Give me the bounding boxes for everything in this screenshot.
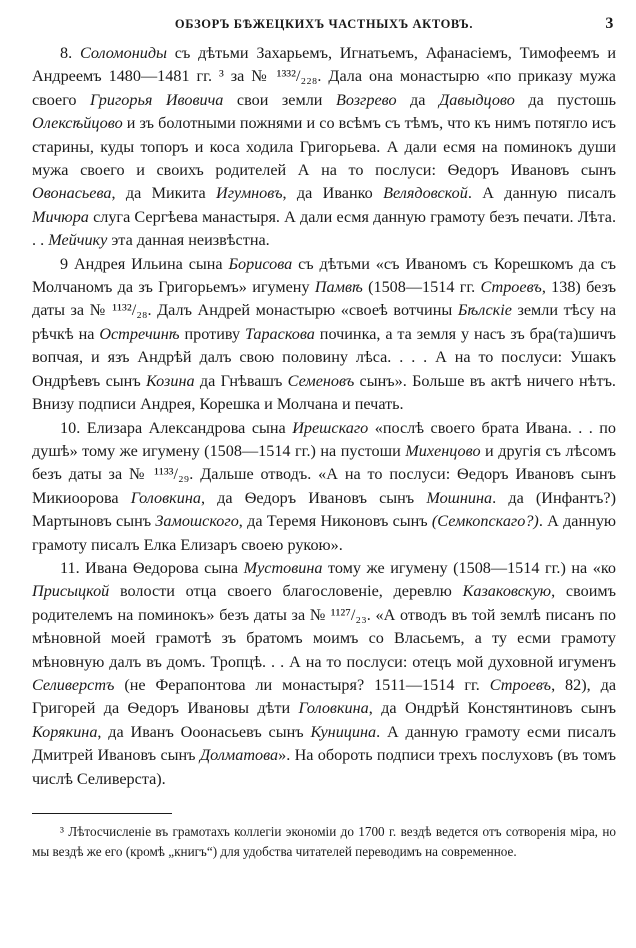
text-run: 8. xyxy=(60,44,80,62)
italic-name: Олексѣйцово xyxy=(32,114,123,133)
text-run: , да Микита xyxy=(111,184,217,203)
italic-name: Присыцкой xyxy=(32,582,110,601)
italic-name: Бѣлскіе xyxy=(457,301,512,320)
text-run: . да (Инфантъ?) Мартыновъ сынъ xyxy=(32,488,616,531)
italic-name: Головкина xyxy=(298,699,369,718)
italic-name: Остречинѣ xyxy=(99,324,180,343)
text-run: и зъ болотными пожнями и со всѣмъ съ тѣмъ, что къ нимъ потягло исъ старины, куды топоръ и коса ходила Григорьева. А дали есмя на поминокъ души мужа своего и своихъ родителей А на то послуси: Ѳедоръ Ивановъ сынъ xyxy=(32,114,616,180)
italic-name: Овонасьева xyxy=(32,184,112,203)
italic-name: (Семкопскаго?) xyxy=(431,512,539,531)
italic-name: Григорья Ивовича xyxy=(90,90,224,109)
italic-name: Давыдцово xyxy=(438,90,515,109)
italic-name: Соломониды xyxy=(79,44,167,62)
body-text xyxy=(32,42,616,791)
italic-name: Замошского xyxy=(155,512,239,531)
italic-name: Казаковскую xyxy=(462,582,552,601)
italic-name: Строевъ xyxy=(480,278,542,297)
italic-name: Корякина xyxy=(32,722,98,741)
italic-name: Игумновъ xyxy=(216,184,283,203)
italic-name: Долматова xyxy=(199,746,279,765)
text-run: , да Иванъ Ооонасьевъ сынъ xyxy=(97,722,311,741)
text-run: 10. Елизара Александрова сына xyxy=(60,418,293,437)
text-run: «послѣ своего брата Ивана. . . по душѣ» тому же игумену (1508—1514 гг.) на пустоши xyxy=(32,418,617,460)
text-run: да xyxy=(396,90,439,109)
text-run: . А данную грамоту писалъ Елка Елизаръ своею рукою». xyxy=(32,512,617,554)
italic-name: Велядовской xyxy=(383,184,468,203)
italic-name: Борисова xyxy=(228,254,293,273)
text-run: , да Ѳедоръ Ивановъ сынъ xyxy=(200,488,427,507)
text-run: свои земли xyxy=(223,90,336,109)
header-title: ОБЗОРЪ БѢЖЕЦКИХЪ ЧАСТНЫХЪ АКТОВЪ. xyxy=(174,17,474,31)
footnote-3: ³ Лѣтосчисленіе въ грамотахъ коллегіи экономіи до 1700 г. вездѣ ведется отъ сотворенія міра, но мы вездѣ же его (кромѣ „книгъ“) для удобства читателей переводимъ на современное. xyxy=(32,824,616,859)
text-run: , своимъ родителемъ на поминокъ» безъ даты за № ¹¹²⁷/₂₃. «А отводъ въ той землѣ писанъ по мѣновной моей грамотѣ зъ братомъ моимъ со Власьемъ, а ту есми грамоту мѣновную далъ въ домъ. Тропцѣ. . . А на то послуси: отецъ мой духовной игуменъ xyxy=(32,582,616,671)
text-run: (не Ферапонтова ли монастыря? 1511—1514 гг. xyxy=(114,675,490,694)
text-run: 11. Ивана Ѳедорова сына xyxy=(60,558,244,577)
text-run: противу xyxy=(179,324,245,343)
italic-name: Мейчику xyxy=(48,231,108,250)
italic-name: Мичюра xyxy=(32,207,89,226)
text-run: (1508—1514 гг. xyxy=(362,278,481,297)
text-run: съ дѣтьми «съ Иваномъ съ Корешкомъ да съ Молчаномъ да зъ Григорьемъ» игумену xyxy=(32,254,616,297)
entry-8 xyxy=(32,42,616,253)
entry-10 xyxy=(32,417,616,557)
text-run: , да Ондрѣй Констянтиновъ сынъ xyxy=(368,699,616,718)
italic-name: Мустовина xyxy=(243,558,323,577)
running-header xyxy=(32,10,616,38)
text-run: волости отца своего благословеніе, деревлю xyxy=(109,582,463,601)
italic-name: Семеновъ xyxy=(287,371,355,390)
italic-name: Селиверстъ xyxy=(32,675,115,694)
italic-name: Мошнина xyxy=(426,488,493,507)
italic-name: Возгрево xyxy=(335,90,397,109)
text-run: земли тѣсу на рѣчкѣ на xyxy=(32,301,617,343)
italic-name: Куницина xyxy=(310,722,377,741)
entry-11 xyxy=(32,557,616,791)
text-run: починка, а та земля у насъ зъ бра(та)шичъ вопчая, и язъ Андрѣй далъ свою половину лѣса. . . . А на то послуси: Ушакъ Ондрѣевъ сынъ xyxy=(32,324,617,390)
text-run: сынъ». Больше въ актѣ ничего нѣтъ. Внизу подписи Андрея, Корешка и Молчана и печать. xyxy=(32,371,616,414)
page-number: 3 xyxy=(605,15,614,32)
text-run: , 82), да Григорей да Ѳедоръ Ивановы дѣти xyxy=(32,675,617,718)
text-run: эта данная неизвѣстна. xyxy=(107,231,270,250)
text-run: ». На обороть подписи трехъ послуховъ (въ томъ числѣ Селиверста). xyxy=(32,746,616,788)
text-run: да Гнѣвашъ xyxy=(194,371,288,390)
text-run: . А данную писалъ xyxy=(467,184,617,203)
italic-name: Головкина xyxy=(130,488,201,507)
italic-name: Памвѣ xyxy=(314,278,363,297)
text-run: 9 Андрея Ильина сына xyxy=(60,254,229,273)
text-run: тому же игумену (1508—1514 гг.) на «ко xyxy=(322,558,616,577)
text-run: . А данную грамоту есми писалъ Дмитрей Ивановъ сынъ xyxy=(32,722,616,765)
entry-9 xyxy=(32,253,616,417)
text-run: и другія съ лѣсомъ безъ даты за № ¹¹³³/₂₉. Дальше отводъ. «А на то послуси: Ѳедоръ Ивановъ сынъ Микиоорова xyxy=(32,441,616,507)
text-run: , да Иванко xyxy=(282,184,384,203)
footnote-divider xyxy=(32,813,172,814)
text-run: слуга Сергѣева манастыря. А дали есмя данную грамоту безъ печати. Лѣта. . . xyxy=(32,207,616,250)
italic-name: Тараскова xyxy=(244,324,315,343)
text-run: , да Теремя Никоновъ сынъ xyxy=(238,512,432,531)
text-run: съ дѣтьми Захарьемъ, Игнатьемъ, Афанасіемъ, Тимофеемъ и Андреемъ 1480—1481 гг. ³ за № ¹³³²/₂₂₈. Дала она монастырю «по приказу мужа своего xyxy=(32,44,617,109)
italic-name: Михенцово xyxy=(405,441,481,460)
italic-name: Козина xyxy=(146,371,195,390)
italic-name: Строевъ xyxy=(489,675,552,694)
text-run: , 138) безъ даты за № ¹¹³²/₂₈. Далъ Андрей монастырю «своеѣ вотчины xyxy=(32,278,616,320)
italic-name: Ирешскаго xyxy=(292,418,369,437)
text-run: да пустошь xyxy=(514,90,617,109)
